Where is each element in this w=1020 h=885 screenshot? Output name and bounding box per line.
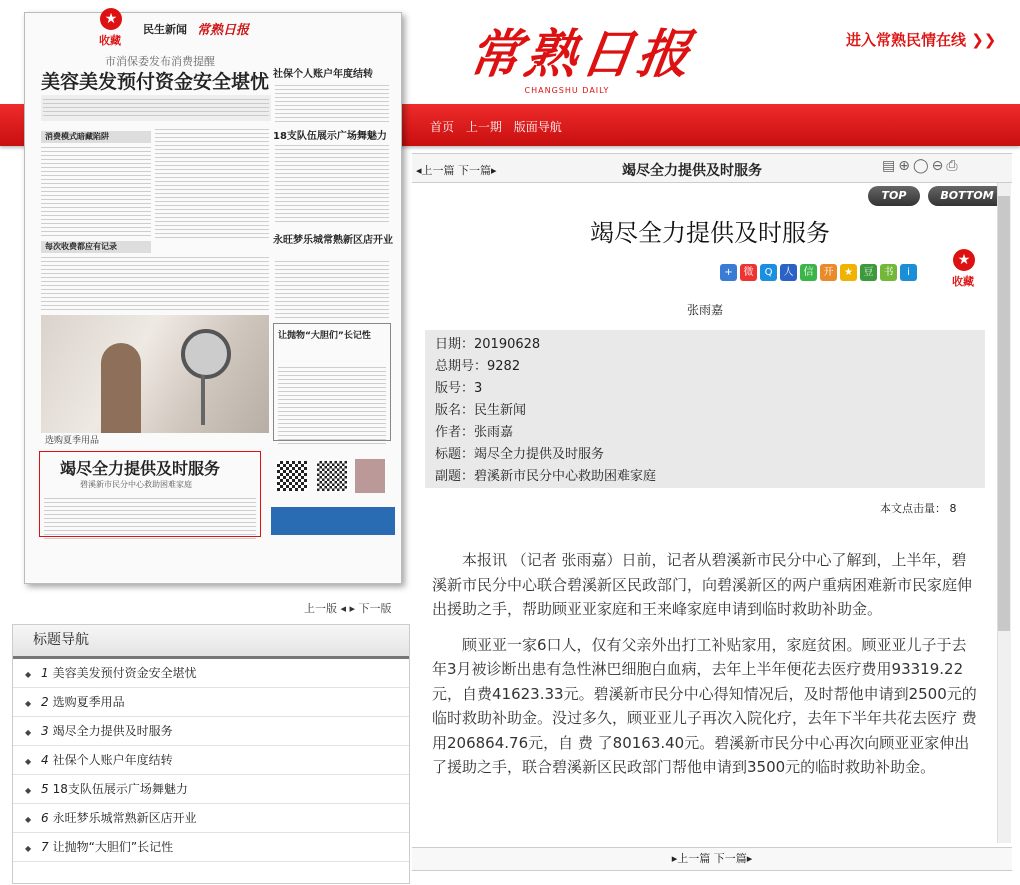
article-paragraph: 顾亚亚一家6口人，仅有父亲外出打工补贴家用，家庭贫困。顾亚亚儿子于去年3月被诊断出患有急性淋巴细胞白血病，去年上半年便花去医疗费用93319.22元，自费41623.33元。碧溪新市民分中心得知情况后，及时帮他申请到2500元的临时救助补助金。没过多久，顾亚亚儿子再次入院化疗，去年下半年共花去医疗 费 用206864.76元，自 费 了80163.40元。碧溪新市民分中心再次向顾亚亚家伸出了援助之手，联合碧溪新区民政部门帮他申请到3500元的临时救助补助金。 [432,635,977,776]
paper-ad-photo [355,459,385,493]
paper-headline[interactable]: 美容美发预付资金安全堪忧 [41,71,270,93]
article-body [432,548,977,791]
renren-icon[interactable]: 人 [780,264,797,281]
paper-feature-title: 竭尽全力提供及时服务 [60,459,221,478]
diamond-icon: ◆ [25,699,32,708]
hit-count: 本文点击量： 8 [880,502,957,515]
paper-photo[interactable] [41,315,269,433]
bottom-button[interactable]: BOTTOM [928,186,1006,206]
title-nav-item[interactable]: ◆ 2 选购夏季用品 [13,688,409,717]
kaixin-icon[interactable]: 开 [820,264,837,281]
info-icon[interactable]: i [900,264,917,281]
meta-row: 副题：碧溪新市民分中心救助困难家庭 [435,469,657,484]
article-tools [882,158,961,174]
star-share-icon[interactable]: ★ [840,264,857,281]
favorite-label[interactable]: 收藏 [952,275,974,288]
title-nav-item[interactable]: ◆ 6 永旺梦乐城常熟新区店开业 [13,804,409,833]
zoom-in-icon[interactable]: ⊕ [898,158,913,174]
meta-row: 标题：竭尽全力提供及时服务 [435,447,605,462]
paper-top-line: 市消保委发布消费提醒 [105,55,215,68]
meta-row: 版名：民生新闻 [435,403,527,418]
paper-photo-caption: 选购夏季用品 [45,436,100,446]
nav-layout[interactable]: 版面导航 [513,120,562,134]
title-nav-item[interactable]: ◆ 5 18支队伍展示广场舞魅力 [13,775,409,804]
wechat-icon[interactable]: 信 [800,264,817,281]
meta-row: 版号：3 [435,381,483,396]
title-nav-heading: 标题导航 [13,625,409,659]
qr-code-2 [317,461,347,491]
print-icon[interactable]: ⎙ [946,158,961,174]
paper-col3 [41,257,269,313]
diamond-icon: ◆ [25,815,32,824]
paper-box1[interactable]: 社保个人账户年度结转 [273,69,373,80]
paper-box4-title: 让抛物“大胆们”长记性 [278,331,371,341]
share-plus-icon[interactable]: + [720,264,737,281]
paper-feature-highlight[interactable] [39,451,261,537]
paper-col2 [155,129,269,239]
article-paragraph: 本报讯 （记者 张雨嘉）日前，记者从碧溪新市民分中心了解到，上半年，碧溪新市民分中心联合碧溪新区民政部门，向碧溪新区的两户重病困难新市民家庭伸出援助之手，帮助顾亚亚家庭和王来峰家庭申请到临时救助补助金。 [432,551,973,618]
paper-box3-text [275,261,389,319]
scrollbar-thumb[interactable] [998,196,1010,631]
qzone-icon[interactable]: Q [760,264,777,281]
share-icons [720,260,920,281]
bookmark-icon[interactable]: 书 [880,264,897,281]
top-button[interactable]: TOP [868,186,920,206]
article-toolbar [412,153,1012,183]
paper-col1 [41,147,151,239]
diamond-icon: ◆ [25,786,32,795]
paper-lead-text [43,99,269,119]
star-icon[interactable]: ★ [100,8,122,30]
enter-minqing-link[interactable]: 进入常熟民情在线 ❯❯ [840,28,998,52]
diamond-icon: ◆ [25,728,32,737]
article-bottom-nav[interactable]: ▸上一篇 下一篇▸ [412,847,1012,871]
newspaper-logo[interactable]: 常熟日报 [465,24,698,85]
top-nav [430,118,570,135]
article-prev-next[interactable]: ◂上一篇 下一篇▸ [416,164,497,177]
title-nav-panel [12,624,410,884]
paper-box3[interactable]: 永旺梦乐城常熟新区店开业 [273,235,393,246]
nav-home[interactable]: 首页 [430,120,455,134]
meta-row: 总期号：9282 [435,359,521,374]
paper-box2[interactable]: 18支队伍展示广场舞魅力 [273,131,387,142]
douban-icon[interactable]: 豆 [860,264,877,281]
paper-section2: 每次收费都应有记录 [41,241,151,253]
paper-box2-text [275,145,389,225]
zoom-reset-icon[interactable]: ◯ [912,158,932,174]
paper-box1-text [275,85,389,125]
newspaper-page-preview[interactable] [24,12,402,584]
nav-prev-issue[interactable]: 上一期 [465,120,502,134]
title-nav-item[interactable]: ◆ 3 竭尽全力提供及时服务 [13,717,409,746]
paper-masthead: 民生新闻 [143,23,187,36]
weibo-icon[interactable]: 微 [740,264,757,281]
meta-row: 日期：20190628 [435,337,541,352]
logo-subtitle: CHANGSHU DAILY [524,86,610,95]
star-icon[interactable]: ★ [953,249,975,271]
article-title: 竭尽全力提供及时服务 [590,219,830,247]
article-author: 张雨嘉 [686,303,723,317]
title-nav-item[interactable]: ◆ 7 让抛物“大胆们”长记性 [13,833,409,862]
paper-masthead-logo: 常熟日报 [197,23,250,38]
qr-code-1 [277,461,307,491]
document-icon[interactable]: ▤ [882,158,899,174]
title-nav-item[interactable]: ◆ 4 社保个人账户年度结转 [13,746,409,775]
article-bar-title: 竭尽全力提供及时服务 [622,163,762,179]
favorite-label[interactable]: 收藏 [99,34,121,47]
page-pager[interactable]: 上一版 ◂ ▸ 下一版 [304,602,392,615]
paper-box4[interactable] [273,323,391,441]
paper-feature-sub: 碧溪新市民分中心救助困难家庭 [80,480,192,489]
diamond-icon: ◆ [25,757,32,766]
article-meta [425,330,985,488]
meta-row: 作者：张雨嘉 [435,425,514,440]
diamond-icon: ◆ [25,670,32,679]
diamond-icon: ◆ [25,844,32,853]
paper-ad-banner [271,507,395,535]
paper-section1: 消费模式暗藏陷阱 [41,131,151,143]
zoom-out-icon[interactable]: ⊖ [931,158,947,174]
title-nav-item[interactable]: ◆ 1 美容美发预付资金安全堪忧 [13,659,409,688]
